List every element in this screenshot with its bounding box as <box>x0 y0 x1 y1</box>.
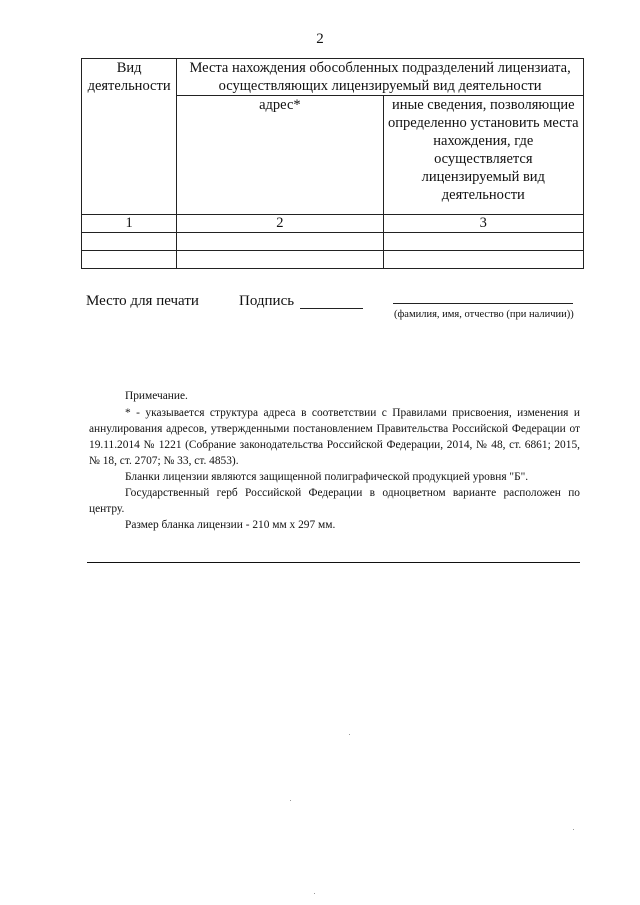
note-address-structure: * - указывается структура адреса в соответствии с Правилами присвоения, изменения и аннулирования адресов, утвержденными постановлением Правительства Российской Федерации от 19.11.2014 № 1221 (Собрание законодательства Российской Федерации, 2014, № 48, ст. 6861; 2015, № 18, ст. 2707; № 33, ст. 4853). <box>89 407 580 467</box>
notes-section <box>89 388 580 533</box>
table-header-row <box>82 59 584 96</box>
signature-line <box>300 308 363 309</box>
full-name-line <box>393 303 573 304</box>
header-other-info: иные сведения, позволяющие определенно установить места нахождения, где осуществляется лицензируемый вид деятельности <box>383 96 583 215</box>
empty-cell <box>383 251 583 269</box>
empty-cell <box>177 233 383 251</box>
table-row <box>82 233 584 251</box>
scan-speck <box>349 734 350 735</box>
page-number: 2 <box>316 31 324 47</box>
header-activity-type: Вид деятельности <box>82 59 177 215</box>
empty-cell <box>383 233 583 251</box>
scan-speck <box>290 800 291 801</box>
full-name-caption: (фамилия, имя, отчество (при наличии)) <box>394 309 574 320</box>
column-number-1: 1 <box>82 215 177 233</box>
column-number-3: 3 <box>383 215 583 233</box>
signature-label: Подпись <box>239 293 295 309</box>
bottom-rule <box>87 562 580 563</box>
column-numbers-row <box>82 215 584 233</box>
header-places: Места нахождения обособленных подразделений лицензиата, осуществляющих лицензируемый вид деятельности <box>177 59 584 96</box>
scan-speck <box>573 829 574 830</box>
header-address: адрес* <box>177 96 383 215</box>
table-row <box>82 251 584 269</box>
empty-cell <box>82 233 177 251</box>
empty-cell <box>82 251 177 269</box>
seal-place-label: Место для печати <box>86 293 199 309</box>
scan-speck <box>314 893 315 894</box>
licence-places-table <box>81 58 584 269</box>
empty-cell <box>177 251 383 269</box>
note-coat-of-arms: Государственный герб Российской Федерации в одноцветном варианте расположен по центру. <box>89 487 580 515</box>
note-blank-size: Размер бланка лицензии - 210 мм x 297 мм. <box>125 519 336 531</box>
column-number-2: 2 <box>177 215 383 233</box>
note-protected-blanks: Бланки лицензии являются защищенной полиграфической продукцией уровня "Б". <box>125 471 529 483</box>
notes-heading: Примечание. <box>125 390 188 402</box>
